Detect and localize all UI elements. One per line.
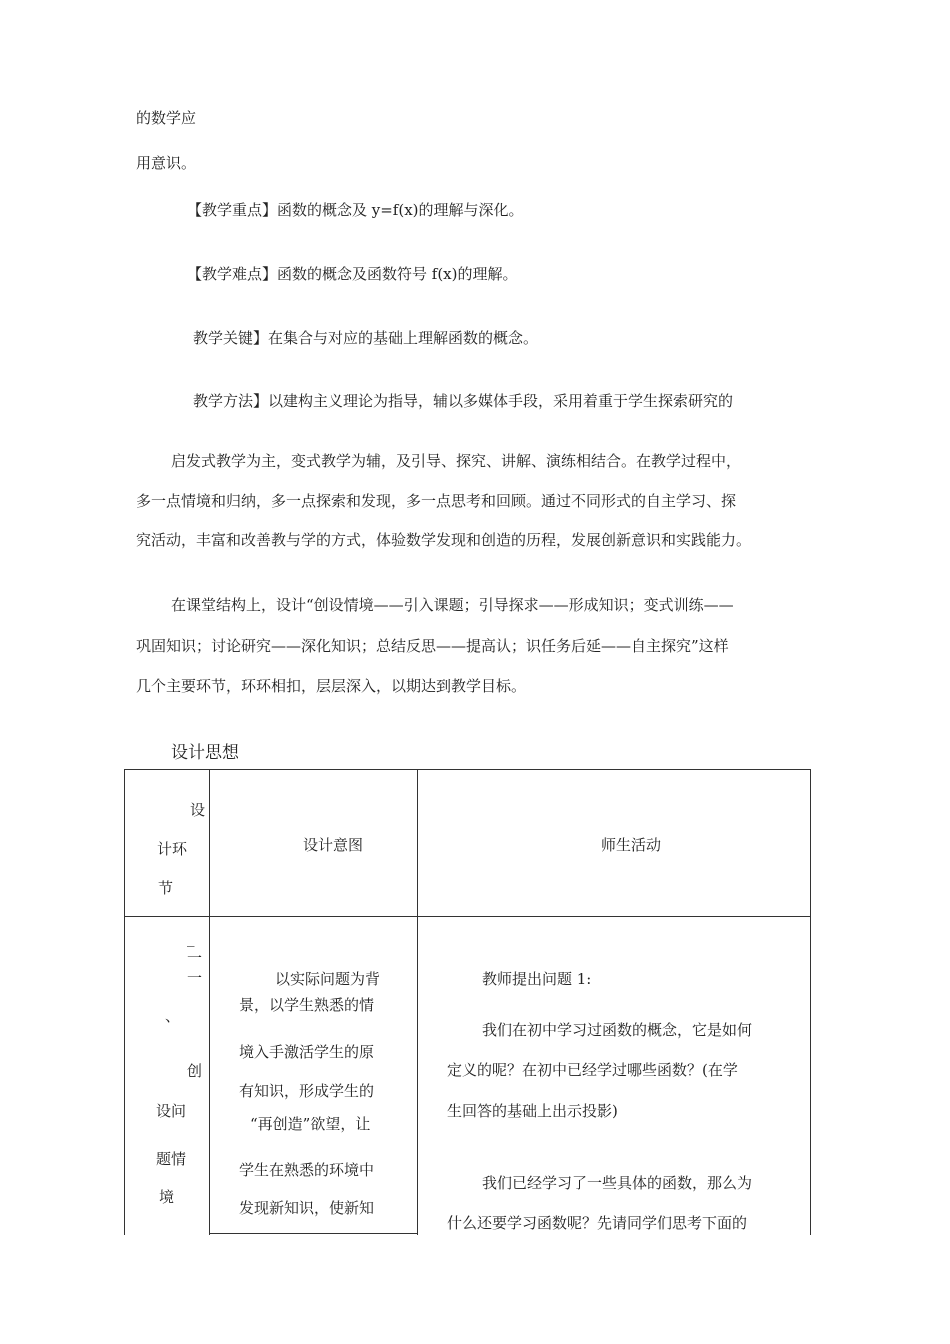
- key-link-line: 教学关键】在集合与对应的基础上理解函数的概念。: [193, 329, 539, 347]
- activity-cell-text: 定义的呢？在初中已经学过哪些函数？(在学: [447, 1061, 738, 1079]
- header-cell-intent: 设计意图: [303, 836, 364, 854]
- difficulty-line: 【教学难点】函数的概念及函数符号 f(x)的理解。: [187, 265, 518, 283]
- method-line: 多一点情境和归纳，多一点探索和发现，多一点思考和回顾。通过不同形式的自主学习、探: [136, 492, 737, 510]
- row-divider: [125, 916, 810, 917]
- intent-cell-text: 有知识，形成学生的: [239, 1082, 375, 1100]
- row-divider: [209, 1233, 418, 1234]
- activity-cell-text: 生回答的基础上出示投影): [447, 1102, 618, 1120]
- method-line: 启发式教学为主，变式教学为辅，及引导、探究、讲解、演练相结合。在教学过程中，: [171, 452, 742, 470]
- step-cell-text: 境: [159, 1188, 175, 1206]
- step-cell-text: 创: [187, 1062, 203, 1080]
- header-cell-step: 计环: [157, 840, 188, 858]
- step-cell-text: 题情: [156, 1150, 187, 1168]
- design-table: [124, 769, 811, 1235]
- step-cell-text: _: [187, 929, 195, 947]
- step-cell-text: 一: [187, 949, 203, 967]
- structure-line: 几个主要环节，环环相扣，层层深入，以期达到教学目标。: [136, 677, 527, 695]
- step-cell-text: 、: [165, 1007, 181, 1025]
- intent-cell-text: 景，以学生熟悉的情: [239, 996, 375, 1014]
- header-cell-activity: 师生活动: [601, 836, 662, 854]
- key-point-line: 【教学重点】函数的概念及 y=f(x)的理解与深化。: [187, 201, 524, 219]
- structure-line: 在课堂结构上，设计“创设情境——引入课题；引导探求——形成知识；变式训练——: [171, 596, 734, 614]
- method-line: 教学方法】以建构主义理论为指导，辅以多媒体手段，采用着重于学生探索研究的: [193, 392, 734, 410]
- column-divider: [417, 770, 418, 1235]
- paragraph-line: 用意识。: [136, 154, 197, 172]
- header-cell-step: 节: [158, 879, 174, 897]
- section-title: 设计思想: [171, 743, 239, 763]
- activity-cell-text: 我们已经学习了一些具体的函数，那么为: [482, 1174, 753, 1192]
- header-cell-step: 设: [190, 801, 206, 819]
- intent-cell-text: 以实际问题为背: [275, 970, 381, 988]
- step-cell-text: 设问: [156, 1102, 187, 1120]
- activity-cell-text: 我们在初中学习过函数的概念，它是如何: [482, 1021, 753, 1039]
- structure-line: 巩固知识；讨论研究——深化知识；总结反思——提高认；识任务后延——自主探究”这样: [136, 637, 729, 655]
- intent-cell-text: “再创造”欲望，让: [250, 1115, 371, 1133]
- intent-cell-text: 发现新知识，使新知: [239, 1199, 375, 1217]
- column-divider: [209, 770, 210, 1235]
- intent-cell-text: 境入手激活学生的原: [239, 1043, 375, 1061]
- intent-cell-text: 学生在熟悉的环境中: [239, 1161, 375, 1179]
- method-line: 究活动，丰富和改善教与学的方式，体验数学发现和创造的历程，发展创新意识和实践能力。: [136, 531, 752, 549]
- paragraph-line: 的数学应: [136, 109, 197, 127]
- activity-cell-text: 教师提出问题 1:: [482, 970, 592, 988]
- activity-cell-text: 什么还要学习函数呢？先请同学们思考下面的: [447, 1214, 748, 1232]
- step-cell-text: 一: [187, 969, 203, 987]
